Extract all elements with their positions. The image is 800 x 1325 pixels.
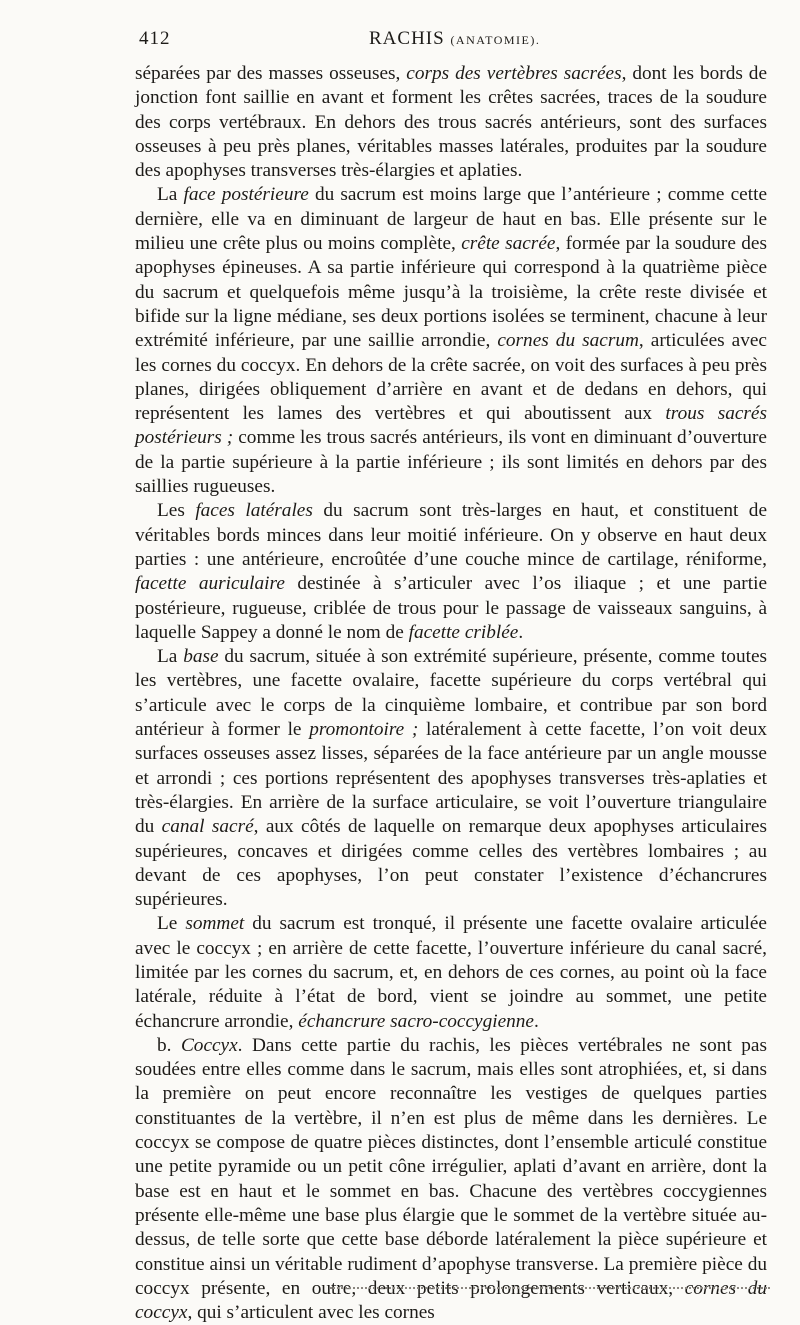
- italic-term: trous sacrés postérieurs ;: [135, 403, 767, 449]
- body-text: [135, 62, 767, 1325]
- text-run: , qui s’articulent avec les cornes: [187, 1302, 435, 1324]
- italic-term: face postérieure: [183, 184, 309, 206]
- paragraph: [135, 62, 767, 183]
- paragraph: [135, 499, 767, 645]
- page-header: [135, 28, 767, 54]
- text-run: du sacrum est moins large que l’antérieure ; comme cette dernière, elle va en diminuant de largeur de haut en bas. Elle présente sur le milieu une crête plus ou moins complète,: [135, 184, 768, 255]
- italic-term: cornes du sacrum: [497, 330, 639, 352]
- text-run: .: [534, 1010, 539, 1032]
- italic-term: canal sacré: [161, 816, 254, 838]
- italic-term: échancrure sacro-coccygienne: [298, 1010, 534, 1032]
- italic-term: faces latérales: [195, 500, 313, 522]
- text-run: La: [157, 646, 184, 668]
- text-run: .: [518, 621, 524, 643]
- running-title-main: RACHIS: [369, 28, 445, 49]
- italic-term: crête sacrée: [461, 233, 556, 255]
- text-run: , articulées avec les cornes du coccyx. En dehors de la crête sacrée, on voit des surfaces à peu près planes, dirigées obliquement d’arrière en avant et de dedans en dehors, qui représentent les lames des vertèbres et qui aboutissent aux: [135, 330, 767, 425]
- text-run: du sacrum sont très-larges en haut, et constituent de véritables bords minces dans leur moitié inférieure. On y observe en haut deux parties : une antérieure, encroûtée d’une couche mince de cartilage, réniforme,: [135, 500, 767, 570]
- italic-term: Coccyx: [180, 1034, 238, 1056]
- italic-term: corps des vertèbres sacrées: [406, 63, 622, 84]
- text-run: Le: [157, 913, 186, 935]
- text-run: , aux côtés de laquelle on remarque deux apophyses articulaires supérieures, concaves et dirigées comme celles des vertèbres lombaires ; au devant de ces apophyses, l’on peut constater l’existence d’échancrures supérieures.: [135, 816, 767, 911]
- text-run: latéralement à cette facette, l’on voit deux surfaces osseuses assez lisses, séparées de la face antérieure par un angle mousse et arrondi ; ces portions représentent des apophyses transverses très-aplaties et très-élargies. En arrière de la surface articulaire, se voit l’ouverture triangulaire du: [135, 719, 768, 838]
- paragraph: [135, 1034, 767, 1325]
- running-title: [369, 28, 540, 50]
- text-run: comme les trous sacrés antérieurs, ils vont en diminuant d’ouverture de la partie supérieure à la partie inférieure ; ils sont limités en dehors par des saillies rugueuses.: [135, 427, 767, 498]
- italic-term: facette criblée: [408, 621, 519, 643]
- italic-term: cornes du coccyx: [135, 1277, 767, 1324]
- text-run: , dont les bords de jonction font saillie en avant et forment les crêtes sacrées, traces de la soudure des corps vertébraux. En dehors des trous sacrés antérieurs, sont des surfaces osseuses à peu près planes, véritables masses latérales, produites par la soudure des apophyses transverses très-élargies et aplaties.: [135, 63, 768, 182]
- italic-term: sommet: [185, 913, 245, 935]
- text-run: du sacrum est tronqué, il présente une facette ovalaire articulée avec le coccyx ; en arrière de cette facette, l’ouverture inférieure du canal sacré, limitée par les cornes du sacrum, et, en dehors de ces cornes, au point où la face latérale, réduite à l’état de bord, vient se joindre au sommet, une petite échancrure arrondie,: [135, 913, 767, 1032]
- text-run: La: [157, 184, 184, 206]
- bleed-through-line: [330, 1287, 770, 1289]
- running-title-sub: (ANATOMIE).: [450, 33, 541, 47]
- paragraph: [135, 183, 767, 499]
- italic-term: facette auriculaire: [135, 573, 285, 595]
- paragraph: [135, 912, 767, 1033]
- text-run: . Dans cette partie du rachis, les pièces vertébrales ne sont pas soudées entre elles comme dans le sacrum, mais elles sont atrophiées, et, si dans la première on peut encore reconnaître les vestiges de quelques parties constituantes de la vertèbre, il n’en est plus de même dans les dernières. Le coccyx se compose de quatre pièces distinctes, dont l’ensemble articulé constitue une petite pyramide ou un petit cône irrégulier, aplati d’avant en arrière, dont la base est en haut et le sommet en bas. Chacune des vertèbres coccygiennes présente elle-même une base plus élargie que le sommet de la vertèbre située au-dessus, de telle sorte que cette base déborde latéralement la pièce supérieure et constitue ainsi un véritable rudiment d’apophyse transverse. La première pièce du coccyx présente, en outre, deux petits prolongements verticaux,: [135, 1034, 767, 1299]
- italic-term: promontoire ;: [309, 719, 419, 741]
- text-run: du sacrum, située à son extrémité supérieure, présente, comme toutes les vertèbres, une facette ovalaire, facette supérieure du corps vertébral qui s’articule avec le corps de la cinquième lombaire, et contribue par son bord antérieur à former le: [135, 646, 768, 741]
- text-run: destinée à s’articuler avec l’os iliaque ; et une partie postérieure, rugueuse, criblée de trous pour le passage de vaisseaux sanguins, à laquelle Sappey a donné le nom de: [135, 573, 768, 643]
- text-run: b.: [157, 1034, 181, 1056]
- page-number: 412: [139, 28, 171, 49]
- text-run: , formée par la soudure des apophyses épineuses. A sa partie inférieure qui correspond à la quatrième pièce du sacrum et quelquefois même jusqu’à la troisième, la crête reste divisée et bifide sur la ligne médiane, ses deux portions isolées se terminent, chacune à leur extrémité inférieure, par une saillie arrondie,: [135, 233, 767, 352]
- paragraph: [135, 645, 767, 912]
- text-run: Les: [157, 500, 196, 522]
- italic-term: base: [183, 646, 219, 668]
- text-run: séparées par des masses osseuses,: [135, 63, 407, 84]
